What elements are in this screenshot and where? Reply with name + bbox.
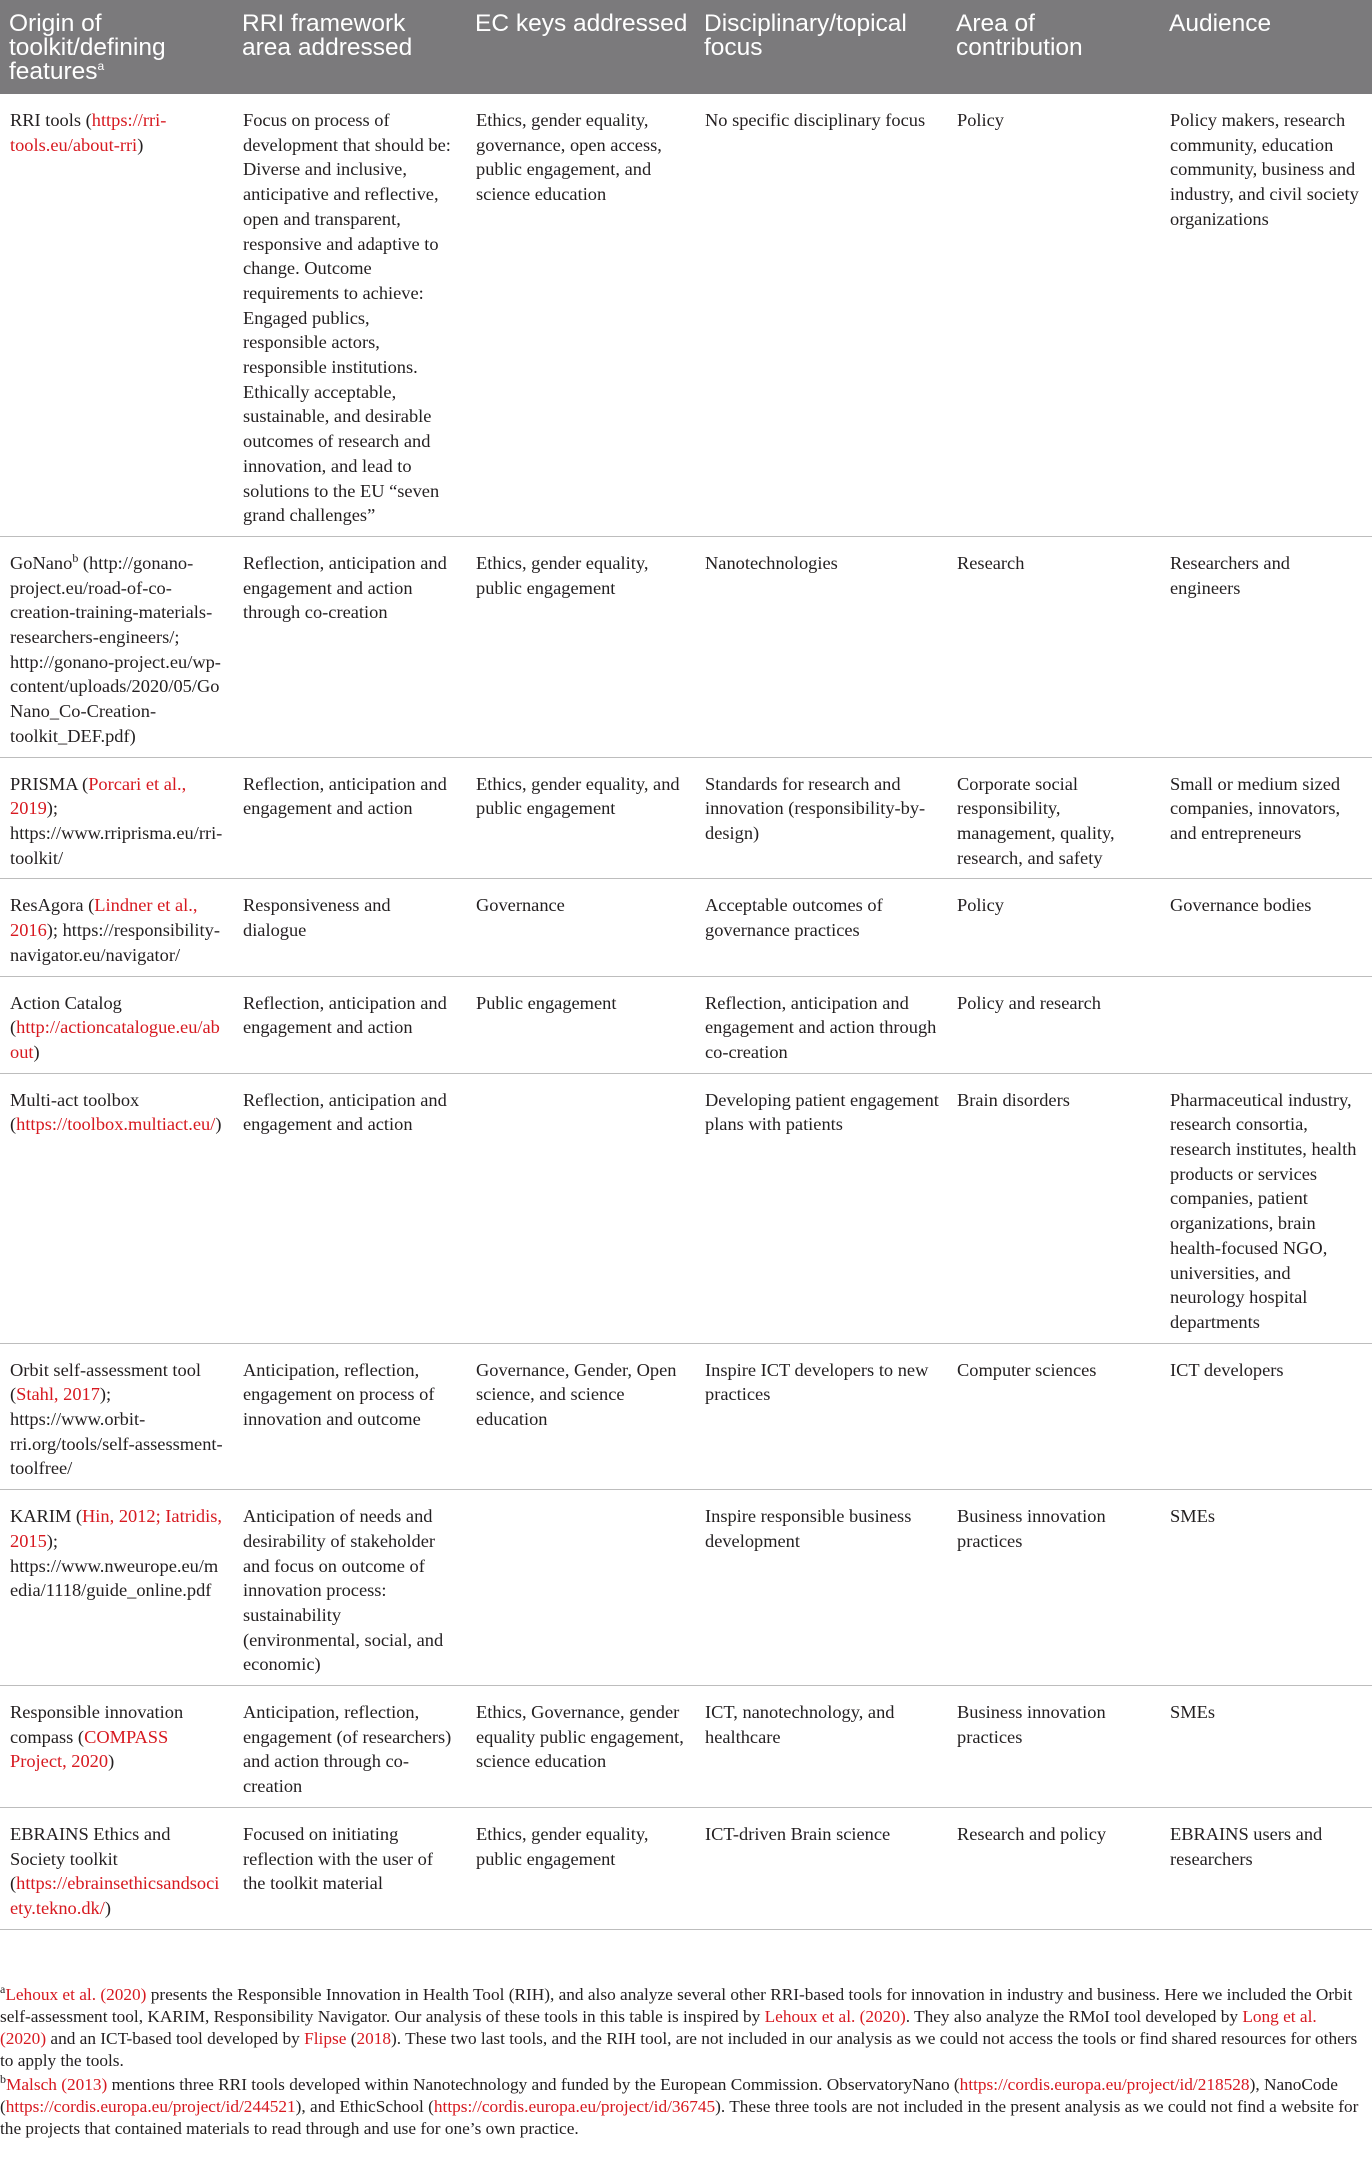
footnotes <box>0 1984 1364 2142</box>
header-rri: RRI framework area addressed <box>233 0 466 94</box>
origin-link[interactable]: https://toolbox.multiact.eu/ <box>16 1114 216 1135</box>
cell-audience: SMEs <box>1160 1686 1372 1808</box>
cell-ec: Ethics, gender equality, governance, open access, public engagement, and science education <box>466 94 695 536</box>
cell-focus: Inspire responsible business development <box>695 1490 947 1686</box>
cell-area: Policy <box>947 879 1160 976</box>
cell-origin: Multi-act toolbox (https://toolbox.multiact.eu/) <box>0 1073 233 1343</box>
cell-focus: Acceptable outcomes of governance practices <box>695 879 947 976</box>
cell-origin: PRISMA (Porcari et al., 2019); https://www.rriprisma.eu/rri-toolkit/ <box>0 757 233 879</box>
cell-rri: Focused on initiating reflection with the user of the toolkit material <box>233 1807 466 1929</box>
cell-origin: GoNano$^b$ (http://gonano-project.eu/road-of-co-creation-training-materials-researchers-engineers/; http://gonano-project.eu/wp-content/uploads/2020/05/GoNano_Co-Creation-toolkit_DEF.pdf) <box>0 536 233 757</box>
cell-focus: ICT, nanotechnology, and healthcare <box>695 1686 947 1808</box>
cell-audience: Small or medium sized companies, innovators, and entrepreneurs <box>1160 757 1372 879</box>
cell-rri: Reflection, anticipation and engagement and action through co-creation <box>233 536 466 757</box>
table-row <box>0 879 1372 976</box>
cell-rri: Anticipation of needs and desirability of stakeholder and focus on outcome of innovation process: sustainability (environmental, social, and economic) <box>233 1490 466 1686</box>
cell-focus: Developing patient engagement plans with patients <box>695 1073 947 1343</box>
cell-audience <box>1160 976 1372 1073</box>
cell-focus: Standards for research and innovation (responsibility-by-design) <box>695 757 947 879</box>
header-audience: Audience <box>1160 0 1372 94</box>
cell-focus: ICT-driven Brain science <box>695 1807 947 1929</box>
cell-origin: RRI tools (https://rri-tools.eu/about-rri) <box>0 94 233 536</box>
cell-rri: Focus on process of development that should be: Diverse and inclusive, anticipative and reflective, open and transparent, responsive and adaptive to change. Outcome requirements to achieve: Engaged publics, responsible actors, responsible institutions. Ethically acceptable, sustainable, and desirable outcomes of research and innovation, and lead to solutions to the EU “seven grand challenges” <box>233 94 466 536</box>
cell-audience: EBRAINS users and researchers <box>1160 1807 1372 1929</box>
header-ec: EC keys addressed <box>466 0 695 94</box>
origin-link[interactable]: http://actioncatalogue.eu/about <box>10 1017 220 1062</box>
header-area: Area of contribution <box>947 0 1160 94</box>
cell-rri: Responsiveness and dialogue <box>233 879 466 976</box>
table-row <box>0 757 1372 879</box>
footnote-link[interactable]: https://cordis.europa.eu/project/id/244521 <box>5 2097 296 2116</box>
table-row <box>0 1807 1372 1929</box>
table-row <box>0 536 1372 757</box>
cell-area: Business innovation practices <box>947 1490 1160 1686</box>
cell-origin: KARIM (Hin, 2012; Iatridis, 2015); https://www.nweurope.eu/media/1118/guide_online.pdf <box>0 1490 233 1686</box>
cell-rri: Anticipation, reflection, engagement (of researchers) and action through co-creation <box>233 1686 466 1808</box>
cell-area: Business innovation practices <box>947 1686 1160 1808</box>
cell-ec: Ethics, gender equality, public engagement <box>466 536 695 757</box>
origin-citation[interactable]: Stahl, 2017 <box>16 1384 100 1405</box>
footnote-link[interactable]: https://cordis.europa.eu/project/id/218528 <box>959 2075 1250 2094</box>
cell-origin: Orbit self-assessment tool (Stahl, 2017); https://www.orbit-rri.org/tools/self-assessment-toolfree/ <box>0 1343 233 1490</box>
table-row <box>0 976 1372 1073</box>
header-origin: Origin of toolkit/defining features$^a$ <box>0 0 233 94</box>
cell-ec <box>466 1490 695 1686</box>
cell-audience: Governance bodies <box>1160 879 1372 976</box>
cell-audience: Pharmaceutical industry, research consortia, research institutes, health products or services companies, patient organizations, brain health-focused NGO, universities, and neurology hospital departments <box>1160 1073 1372 1343</box>
cell-ec: Governance <box>466 879 695 976</box>
cell-ec: Ethics, Governance, gender equality public engagement, science education <box>466 1686 695 1808</box>
cell-audience: Policy makers, research community, education community, business and industry, and civil society organizations <box>1160 94 1372 536</box>
cell-ec <box>466 1073 695 1343</box>
cell-area: Policy <box>947 94 1160 536</box>
table-row <box>0 1686 1372 1808</box>
table-header <box>0 0 1372 94</box>
cell-area: Research <box>947 536 1160 757</box>
cell-focus: No specific disciplinary focus <box>695 94 947 536</box>
table-row <box>0 1343 1372 1490</box>
footnote-citation[interactable]: Long et al. (2020) <box>0 2007 1317 2048</box>
origin-link[interactable]: https://ebrainsethicsandsociety.tekno.dk/ <box>10 1873 220 1918</box>
cell-rri: Reflection, anticipation and engagement and action <box>233 757 466 879</box>
footnote-citation[interactable]: Lehoux et al. (2020) <box>5 1985 147 2004</box>
cell-area: Corporate social responsibility, management, quality, research, and safety <box>947 757 1160 879</box>
cell-ec: Governance, Gender, Open science, and science education <box>466 1343 695 1490</box>
origin-citation[interactable]: Porcari et al., 2019 <box>10 773 187 819</box>
cell-ec: Ethics, gender equality, and public engagement <box>466 757 695 879</box>
cell-origin: ResAgora (Lindner et al., 2016); https://responsibility-navigator.eu/navigator/ <box>0 879 233 976</box>
table-row <box>0 1073 1372 1343</box>
cell-area: Computer sciences <box>947 1343 1160 1490</box>
table-row <box>0 94 1372 536</box>
cell-audience: ICT developers <box>1160 1343 1372 1490</box>
footnote-citation[interactable]: Lehoux et al. (2020) <box>764 2007 906 2026</box>
footnote-citation[interactable]: Flipse <box>304 2029 347 2048</box>
cell-area: Research and policy <box>947 1807 1160 1929</box>
cell-audience: Researchers and engineers <box>1160 536 1372 757</box>
cell-audience: SMEs <box>1160 1490 1372 1686</box>
cell-origin: Action Catalog (http://actioncatalogue.eu/about) <box>0 976 233 1073</box>
footnote-b: $^b$Malsch (2013) mentions three RRI tools developed within Nanotechnology and funded by the European Commission. ObservatoryNano (https://cordis.europa.eu/project/id/218528), NanoCode (https://cordis.europa.eu/project/id/244521), and EthicSchool (https://cordis.europa.eu/project/id/36745). These three tools are not included in the present analysis as we could not find a website for the projects that contained materials to read through and use for one’s own practice. <box>0 2072 1359 2138</box>
cell-rri: Reflection, anticipation and engagement and action <box>233 976 466 1073</box>
footnote-link[interactable]: https://cordis.europa.eu/project/id/36745 <box>433 2097 716 2116</box>
origin-citation[interactable]: COMPASS Project, 2020 <box>10 1726 169 1772</box>
table-row <box>0 1490 1372 1686</box>
cell-origin: EBRAINS Ethics and Society toolkit (https://ebrainsethicsandsociety.tekno.dk/) <box>0 1807 233 1929</box>
footnote-a: $^a$Lehoux et al. (2020) presents the Responsible Innovation in Health Tool (RIH), and also analyze several other RRI-based tools for innovation in industry and business. Here we included the Orbit self-assessment tool, KARIM, Responsibility Navigator. Our analysis of these tools in this table is inspired by Lehoux et al. (2020). They also analyze the RMoI tool developed by Long et al. (2020) and an ICT-based tool developed by Flipse (2018). These two last tools, and the RIH tool, are not included in our analysis as we could not access the tools or find shared resources for others to apply the tools. <box>0 1982 1358 2070</box>
cell-area: Brain disorders <box>947 1073 1160 1343</box>
cell-focus: Inspire ICT developers to new practices <box>695 1343 947 1490</box>
footnote-citation[interactable]: 2018 <box>356 2029 392 2048</box>
cell-ec: Public engagement <box>466 976 695 1073</box>
origin-link[interactable]: https://rri-tools.eu/about-rri <box>10 110 167 155</box>
cell-area: Policy and research <box>947 976 1160 1073</box>
cell-focus: Nanotechnologies <box>695 536 947 757</box>
header-focus: Disciplinary/topical focus <box>695 0 947 94</box>
origin-citation[interactable]: Lindner et al., 2016 <box>10 895 198 941</box>
cell-rri: Reflection, anticipation and engagement and action <box>233 1073 466 1343</box>
cell-ec: Ethics, gender equality, public engagement <box>466 1807 695 1929</box>
origin-citation[interactable]: Hin, 2012; Iatridis, 2015 <box>10 1506 222 1551</box>
cell-rri: Anticipation, reflection, engagement on process of innovation and outcome <box>233 1343 466 1490</box>
footnote-citation[interactable]: Malsch (2013) <box>6 2075 108 2094</box>
cell-focus: Reflection, anticipation and engagement and action through co-creation <box>695 976 947 1073</box>
cell-origin: Responsible innovation compass (COMPASS Project, 2020) <box>0 1686 233 1808</box>
